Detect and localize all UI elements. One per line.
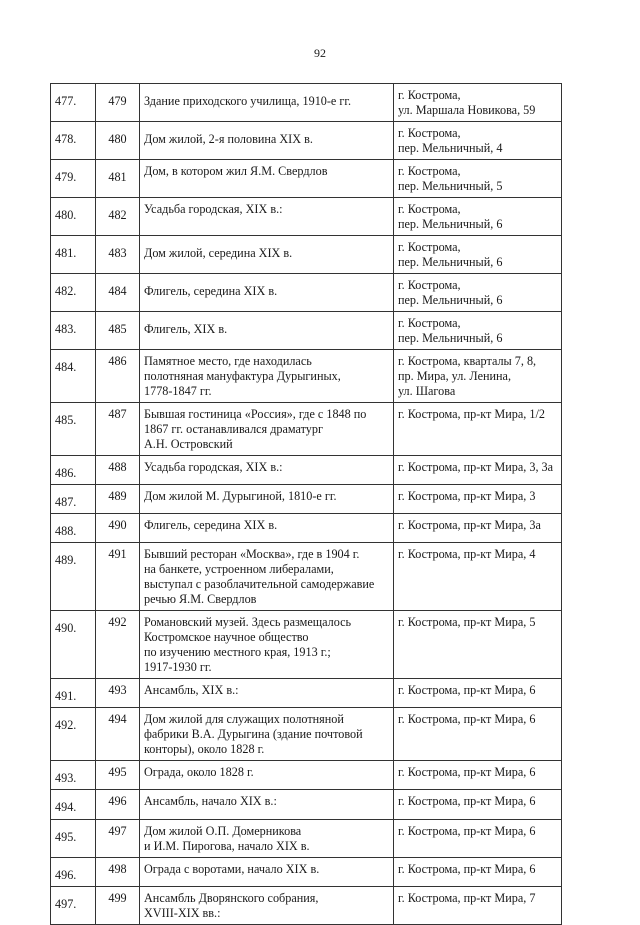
registry-number: 488 [96, 456, 140, 485]
row-number: 478. [51, 122, 96, 160]
object-name: Ограда, около 1828 г. [140, 761, 394, 790]
object-address: г. Кострома, пр-кт Мира, 6 [394, 708, 562, 761]
table-row [51, 198, 562, 236]
row-number: 491. [51, 679, 96, 708]
object-address: г. Кострома, пер. Мельничный, 6 [394, 274, 562, 312]
registry-number: 494 [96, 708, 140, 761]
row-number: 496. [51, 858, 96, 887]
table-row [51, 274, 562, 312]
row-number: 484. [51, 350, 96, 403]
object-name: Флигель, XIX в. [140, 312, 394, 350]
object-address: г. Кострома, пр-кт Мира, 1/2 [394, 403, 562, 456]
table-row [51, 122, 562, 160]
table-row [51, 485, 562, 514]
object-name: Бывшая гостиница «Россия», где с 1848 по 1867 гг. останавливался драматург А.Н. Островский [140, 403, 394, 456]
registry-number: 495 [96, 761, 140, 790]
object-name: Дом, в котором жил Я.М. Свердлов [140, 160, 394, 198]
object-name: Ансамбль Дворянского собрания, XVIII-XIX вв.: [140, 887, 394, 925]
object-name: Дом жилой О.П. Домерникова и И.М. Пирогова, начало XIX в. [140, 820, 394, 858]
object-address: г. Кострома, пр-кт Мира, 3 [394, 485, 562, 514]
table-row [51, 543, 562, 611]
object-address: г. Кострома, пер. Мельничный, 6 [394, 198, 562, 236]
object-address: г. Кострома, пр-кт Мира, 6 [394, 820, 562, 858]
row-number: 481. [51, 236, 96, 274]
table-row [51, 456, 562, 485]
table-row [51, 887, 562, 925]
object-address: г. Кострома, пр-кт Мира, 6 [394, 761, 562, 790]
object-address: г. Кострома, кварталы 7, 8, пр. Мира, ул. Ленина, ул. Шагова [394, 350, 562, 403]
table-row [51, 350, 562, 403]
heritage-registry-table [50, 83, 562, 925]
table-row [51, 611, 562, 679]
object-address: г. Кострома, пр-кт Мира, 6 [394, 790, 562, 820]
row-number: 485. [51, 403, 96, 456]
row-number: 486. [51, 456, 96, 485]
object-address: г. Кострома, пр-кт Мира, 6 [394, 679, 562, 708]
object-name: Бывший ресторан «Москва», где в 1904 г. на банкете, устроенном либералами, выступал с разоблачительной самодержавие речью Я.М. Свердлов [140, 543, 394, 611]
object-name: Ансамбль, начало XIX в.: [140, 790, 394, 820]
table-row [51, 312, 562, 350]
registry-number: 499 [96, 887, 140, 925]
object-name: Ограда с воротами, начало XIX в. [140, 858, 394, 887]
table-row [51, 790, 562, 820]
object-address: г. Кострома, пер. Мельничный, 6 [394, 312, 562, 350]
table-row [51, 403, 562, 456]
object-address: г. Кострома, ул. Маршала Новикова, 59 [394, 84, 562, 122]
registry-number: 496 [96, 790, 140, 820]
registry-number: 481 [96, 160, 140, 198]
object-name: Усадьба городская, XIX в.: [140, 456, 394, 485]
page-number: 92 [314, 46, 326, 60]
object-name: Здание приходского училища, 1910-е гг. [140, 84, 394, 122]
registry-number: 497 [96, 820, 140, 858]
row-number: 479. [51, 160, 96, 198]
registry-number: 482 [96, 198, 140, 236]
registry-number: 479 [96, 84, 140, 122]
table-row [51, 858, 562, 887]
row-number: 488. [51, 514, 96, 543]
object-address: г. Кострома, пр-кт Мира, 3а [394, 514, 562, 543]
row-number: 493. [51, 761, 96, 790]
registry-number: 480 [96, 122, 140, 160]
registry-table-body [51, 84, 562, 925]
table-row [51, 236, 562, 274]
object-name: Памятное место, где находилась полотняная мануфактура Дурыгиных, 1778-1847 гг. [140, 350, 394, 403]
object-name: Дом жилой, середина XIX в. [140, 236, 394, 274]
object-name: Ансамбль, XIX в.: [140, 679, 394, 708]
object-name: Флигель, середина XIX в. [140, 514, 394, 543]
registry-number: 486 [96, 350, 140, 403]
row-number: 489. [51, 543, 96, 611]
row-number: 495. [51, 820, 96, 858]
object-name: Флигель, середина XIX в. [140, 274, 394, 312]
object-address: г. Кострома, пр-кт Мира, 5 [394, 611, 562, 679]
row-number: 494. [51, 790, 96, 820]
row-number: 492. [51, 708, 96, 761]
object-name: Дом жилой М. Дурыгиной, 1810-е гг. [140, 485, 394, 514]
object-address: г. Кострома, пр-кт Мира, 7 [394, 887, 562, 925]
registry-number: 492 [96, 611, 140, 679]
row-number: 480. [51, 198, 96, 236]
object-name: Дом жилой для служащих полотняной фабрики В.А. Дурыгина (здание почтовой конторы), около 1828 г. [140, 708, 394, 761]
object-name: Романовский музей. Здесь размещалось Костромское научное общество по изучению местного края, 1913 г.; 1917-1930 гг. [140, 611, 394, 679]
registry-number: 498 [96, 858, 140, 887]
table-row [51, 84, 562, 122]
object-address: г. Кострома, пер. Мельничный, 5 [394, 160, 562, 198]
object-address: г. Кострома, пер. Мельничный, 4 [394, 122, 562, 160]
table-row [51, 708, 562, 761]
table-row [51, 761, 562, 790]
object-address: г. Кострома, пр-кт Мира, 3, 3а [394, 456, 562, 485]
table-row [51, 679, 562, 708]
registry-number: 489 [96, 485, 140, 514]
registry-number: 483 [96, 236, 140, 274]
row-number: 490. [51, 611, 96, 679]
registry-number: 490 [96, 514, 140, 543]
registry-number: 485 [96, 312, 140, 350]
registry-number: 493 [96, 679, 140, 708]
row-number: 483. [51, 312, 96, 350]
object-address: г. Кострома, пр-кт Мира, 4 [394, 543, 562, 611]
row-number: 497. [51, 887, 96, 925]
row-number: 477. [51, 84, 96, 122]
registry-number: 491 [96, 543, 140, 611]
registry-number: 487 [96, 403, 140, 456]
table-row [51, 514, 562, 543]
table-row [51, 160, 562, 198]
object-name: Дом жилой, 2-я половина XIX в. [140, 122, 394, 160]
object-address: г. Кострома, пр-кт Мира, 6 [394, 858, 562, 887]
row-number: 482. [51, 274, 96, 312]
row-number: 487. [51, 485, 96, 514]
registry-number: 484 [96, 274, 140, 312]
table-row [51, 820, 562, 858]
object-name: Усадьба городская, XIX в.: [140, 198, 394, 236]
object-address: г. Кострома, пер. Мельничный, 6 [394, 236, 562, 274]
